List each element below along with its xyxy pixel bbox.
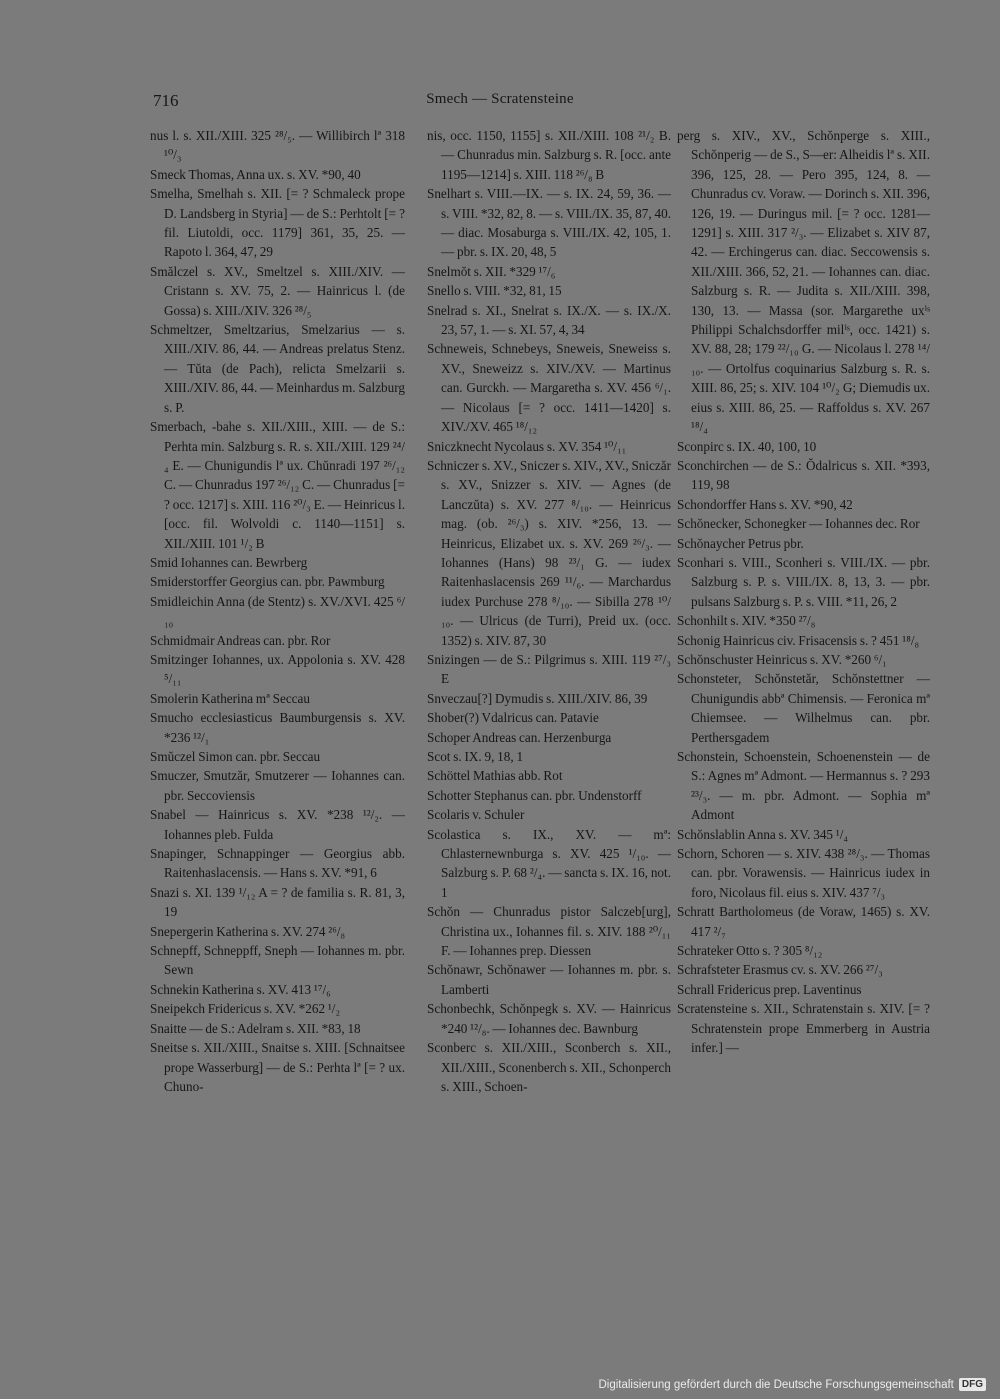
index-entry: Snello s. VIII. *32, 81, 15 <box>427 283 562 299</box>
index-entry: Shober(?) Vdalricus can. Patavie <box>427 710 599 726</box>
index-entry: Schotter Stephanus can. pbr. Undenstorff <box>427 787 642 803</box>
index-entry: Snizingen — de S.: Pilgrimus s. XIII. 119 ²⁷/₃ E <box>427 651 671 687</box>
index-entry: Schŏnawr, Schŏnawer — Iohannes m. pbr. s. Lamberti <box>427 962 671 997</box>
index-entry: Sneipekch Fridericus s. XV. *262 ¹/₂ <box>150 1001 341 1017</box>
index-entry: Schonbechk, Schŏnpegk s. XV. — Hainricus *240 ¹²/₈. — Iohannes dec. Bawnburg <box>427 1001 671 1036</box>
index-entry: Smălczel s. XV., Smeltzel s. XIII./XIV. — Cristann s. XV. 75, 2. — Hainricus l. (de Gossa) s. XIII./XIV. 326 ²⁸/₅ <box>150 263 405 318</box>
index-entry: perg s. XIV., XV., Schŏnperge s. XIII., Schŏnperig — de S., S—er: Alheidis lª s. XII. 396, 125, 28. — Pero 395, 124, 8. — Chunradus cv. Voraw. — Dorinch s. XII. 396, 126, 19. — Duringus mil. [= ? occ. 1281—1291] s. XIII. 317 ²/₃. — Elizabet s. XIV 87, 42. — Erchingerus can. diac. Seccowensis s. XII./XIII. 366, 52, 21. — Iohannes can. diac. Salzburg s. R. — Judita s. XII./XIII. 398, 130, 13. — Massa (sor. Margarethe uxⁱˢ Philippi Schalchsdorffer milⁱˢ, occ. 1421) s. XV. 88, 28; 179 ²²/₁₀ G. — Nicolaus l. 278 ¹⁴/₁₀. — Ortolfus coquinarius Salzburg s. R. s. XIII. 86, 25; s. XIV. 104 ¹⁰/₂ G; Diemudis ux. eius s. XIII. 86, 25. — Raffoldus s. XV. 267 ¹⁸/₄ <box>677 128 930 435</box>
index-entry: Smitzinger Iohannes, ux. Appolonia s. XV. 428 ⁵/₁₁ <box>150 651 405 687</box>
dfg-logo: DFG <box>959 1378 986 1391</box>
index-entry: Smidleichin Anna (de Stentz) s. XV./XVI. 425 ⁶/₁₀ <box>150 593 405 629</box>
column-right <box>677 126 930 1058</box>
index-entry: Smerbach, -bahe s. XII./XIII., XIII. — de S.: Perhta min. Salzburg s. R. s. XII./XIII. 129 ²⁴/₄ E. — Chunigundis lª ux. Chŭnradi 197 ²⁶/₁₂ C. — Chunradus 197 ²⁶/₁₂ C. — Chunradus [= ? occ. 1217] s. XIII. 116 ²⁰/₃ E. — Heinricus l. [occ. fil. Wolvoldi c. 1140—1151] s. XII./XIII. 101 ¹/₂ B <box>150 419 405 551</box>
footer-text: Digitalisierung gefördert durch die Deutsche Forschungsgemeinschaft <box>598 1378 954 1391</box>
index-entry: Snelhart s. VIII.—IX. — s. IX. 24, 59, 36. — s. VIII. *32, 82, 8. — s. VIII./IX. 35, 87, 40. — diac. Mosaburga s. VIII./IX. 42, 105, 1. — pbr. s. IX. 20, 48, 5 <box>427 186 671 260</box>
index-entry: Schŏnschuster Heinricus s. XV. *260 ⁶/₁ <box>677 651 887 667</box>
index-entry: Snapinger, Schnappinger — Georgius abb. Raitenhaslacensis. — Hans s. XV. *91, 6 <box>150 846 405 881</box>
index-entry: Smiderstorffer Georgius can. pbr. Pawmburg <box>150 574 385 590</box>
index-entry: Schneweis, Schnebeys, Sneweis, Sneweiss s. XV., Sneweizz s. XIV./XV. — Martinus can. Gurckh. — Margaretha s. XV. 456 ⁶/₁. — Nicolaus [= ? occ. 1411—1420] s. XIV./XV. 465 ¹⁸/₁₂ <box>427 341 671 435</box>
index-entry: Smucho ecclesiasticus Baumburgensis s. XV. *236 ¹²/₁ <box>150 710 405 745</box>
index-entry: Snelrad s. XI., Snelrat s. IX./X. — s. IX./X. 23, 57, 1. — s. XI. 57, 4, 34 <box>427 302 671 338</box>
index-entry: Schrall Fridericus prep. Laventinus <box>677 981 862 997</box>
index-entry: Sniczknecht Nycolaus s. XV. 354 ¹⁰/₁₁ <box>427 438 627 454</box>
index-entry: Snelmŏt s. XII. *329 ¹⁷/₆ <box>427 263 556 279</box>
index-entry: Scot s. IX. 9, 18, 1 <box>427 749 524 764</box>
index-entry: Snepergerin Katherina s. XV. 274 ²⁶/₈ <box>150 923 346 939</box>
index-entry: Schonstein, Schoenstein, Schoenenstein — de S.: Agnes mª Admont. — Hermannus s. ? 293 ²³/₃. — m. pbr. Admont. — Sophia mª Admont <box>677 749 930 823</box>
index-entry: Schnepff, Schneppff, Sneph — Iohannes m. pbr. Sewn <box>150 943 405 978</box>
index-entry: Sconpirc s. IX. 40, 100, 10 <box>677 438 817 454</box>
index-entry: Smŭczel Simon can. pbr. Seccau <box>150 749 321 764</box>
index-entry: Sconchirchen — de S.: Ŏdalricus s. XII. *393, 119, 98 <box>677 457 930 493</box>
index-entry: Schorn, Schoren — s. XIV. 438 ²⁸/₃. — Thomas can. pbr. Vorawensis. — Hainricus iudex in foro, Nicolaus fil. eius s. XIV. 437 ⁷/₃ <box>677 846 930 900</box>
index-entry: Schmeltzer, Smeltzarius, Smelzarius — s. XIII./XIV. 86, 44. — Andreas prelatus Stenz. — Tŭta (de Pach), relicta Smelzarii s. XIII./XIV. 86, 44. — Meinhardus m. Salzburg s. P. <box>150 322 405 415</box>
footer <box>598 1378 986 1391</box>
index-entry: Schondorffer Hans s. XV. *90, 42 <box>677 496 853 512</box>
index-entry: Schniczer s. XV., Sniczer s. XIV., XV., Sniczăr s. XV., Snizzer s. XIV. — Agnes (de Lanczŭta) s. XV. 277 ⁸/₁₀. — Heinricus mag. (ob. ²⁶/₃) s. XIV. *256, 13. — Heinricus, Elizabet ux. s. XV. 269 ²⁶/₃. — Iohannes (Hans) 98 ²³/₁ G. — iudex Raitenhaslacensis 269 ¹¹/₆. — Marchardus iudex Purchuse 278 ⁸/₁₀. — Sibilla 278 ¹⁰/₁₀. — Ulricus (de Turri), Preid ux. (occ. 1352) s. XIV. 87, 30 <box>427 457 671 648</box>
index-entry: Schonig Hainricus civ. Frisacensis s. ? 451 ¹⁸/₈ <box>677 632 920 648</box>
index-entry: Schmidmair Andreas can. pbr. Ror <box>150 632 331 648</box>
index-entry: Schnekin Katherina s. XV. 413 ¹⁷/₆ <box>150 981 331 997</box>
index-entry: nis, occ. 1150, 1155] s. XII./XIII. 108 ²¹/₂ B. — Chunradus min. Salzburg s. R. [occ. ante 1195—1214] s. XIII. 118 ²⁶/₈ B <box>427 128 671 182</box>
index-entry: Scolastica s. IX., XV. — mª: Chlasternewnburga s. XV. 425 ¹/₁₀. — Salzburg s. P. 68 ²/₄. — sancta s. IX. 16, not. 1 <box>427 826 671 900</box>
index-entry: Schrafsteter Erasmus cv. s. XV. 266 ²⁷/₃ <box>677 962 883 978</box>
index-entry: Sconhari s. VIII., Sconheri s. VIII./IX. — pbr. Salzburg s. P. s. VIII./IX. 8, 13, 3. — pbr. pulsans Salzburg s. P. s. VIII. *11, 26, 2 <box>677 554 930 609</box>
index-entry: nus l. s. XII./XIII. 325 ²⁸/₅. — Willibirch lª 318 ¹⁰/₃ <box>150 128 405 163</box>
index-entry: Schonhilt s. XIV. *350 ²⁷/₈ <box>677 613 816 629</box>
index-entry: Sconberc s. XII./XIII., Sconberch s. XII., XII./XIII., Sconenberch s. XII., Schonperch s. XIII., Schoen- <box>427 1040 671 1094</box>
index-entry: Schrateker Otto s. ? 305 ⁸/₁₂ <box>677 943 823 959</box>
index-entry: Snazi s. XI. 139 ¹/₁₂ A = ? de familia s. R. 81, 3, 19 <box>150 884 405 920</box>
index-entry: Smid Iohannes can. Bewrberg <box>150 554 308 570</box>
column-middle <box>427 126 671 1096</box>
index-entry: Schŏnslablin Anna s. XV. 345 ¹/₄ <box>677 826 849 842</box>
index-entry: Snveczau[?] Dymudis s. XIII./XIV. 86, 39 <box>427 690 648 706</box>
index-entry: Smolerin Katherina mª Seccau <box>150 690 310 706</box>
column-left <box>150 126 405 1096</box>
index-entry: Schratt Bartholomeus (de Voraw, 1465) s. XV. 417 ²/₇ <box>677 904 930 939</box>
index-entry: Smuczer, Smutzăr, Smutzerer — Iohannes can. pbr. Seccoviensis <box>150 768 405 803</box>
index-entry: Schŏn — Chunradus pistor Salczeb[urg], Christina ux., Iohannes fil. s. XIV. 188 ²⁰/₁₁ F. — Iohannes prep. Diessen <box>427 904 671 959</box>
index-entry: Snabel — Hainricus s. XV. *238 ¹²/₂. — Iohannes pleb. Fulda <box>150 807 405 842</box>
index-entry: Schonsteter, Schŏnstetăr, Schŏnstettner — Chunigundis abbª Chimensis. — Feronica mª Chiemsee. — Wilhelmus can. pbr. Perthersgadem <box>677 671 930 745</box>
index-entry: Sneitse s. XII./XIII., Snaitse s. XIII. [Schnaitsee prope Wasserburg] — de S.: Perhta lª [= ? ux. Chuno- <box>150 1040 405 1094</box>
index-entry: Snaitte — de S.: Adelram s. XII. *83, 18 <box>150 1020 361 1036</box>
index-entry: Scolaris v. Schuler <box>427 807 525 823</box>
index-entry: Smeck Thomas, Anna ux. s. XV. *90, 40 <box>150 166 361 182</box>
index-entry: Schŏnecker, Schonegker — Iohannes dec. Ror <box>677 516 920 532</box>
index-entry: Schöttel Mathias abb. Rot <box>427 768 563 784</box>
index-entry: Smelha, Smelhah s. XII. [= ? Schmaleck prope D. Landsberg in Styria] — de S.: Perhtolt [= ? fil. Liutoldi, occ. 1179] 361, 35, 25. — Rapoto l. 364, 47, 29 <box>150 186 405 260</box>
index-entry: Schoper Andreas can. Herzenburga <box>427 729 612 745</box>
index-entry: Schŏnaycher Petrus pbr. <box>677 535 804 551</box>
index-entry: Scratensteine s. XII., Schratenstain s. XIV. [= ? Schratenstein prope Emmerberg in Austria infer.] — <box>677 1001 930 1056</box>
page-number: 716 <box>153 91 179 110</box>
running-head: Smech — Scratensteine <box>426 91 574 107</box>
